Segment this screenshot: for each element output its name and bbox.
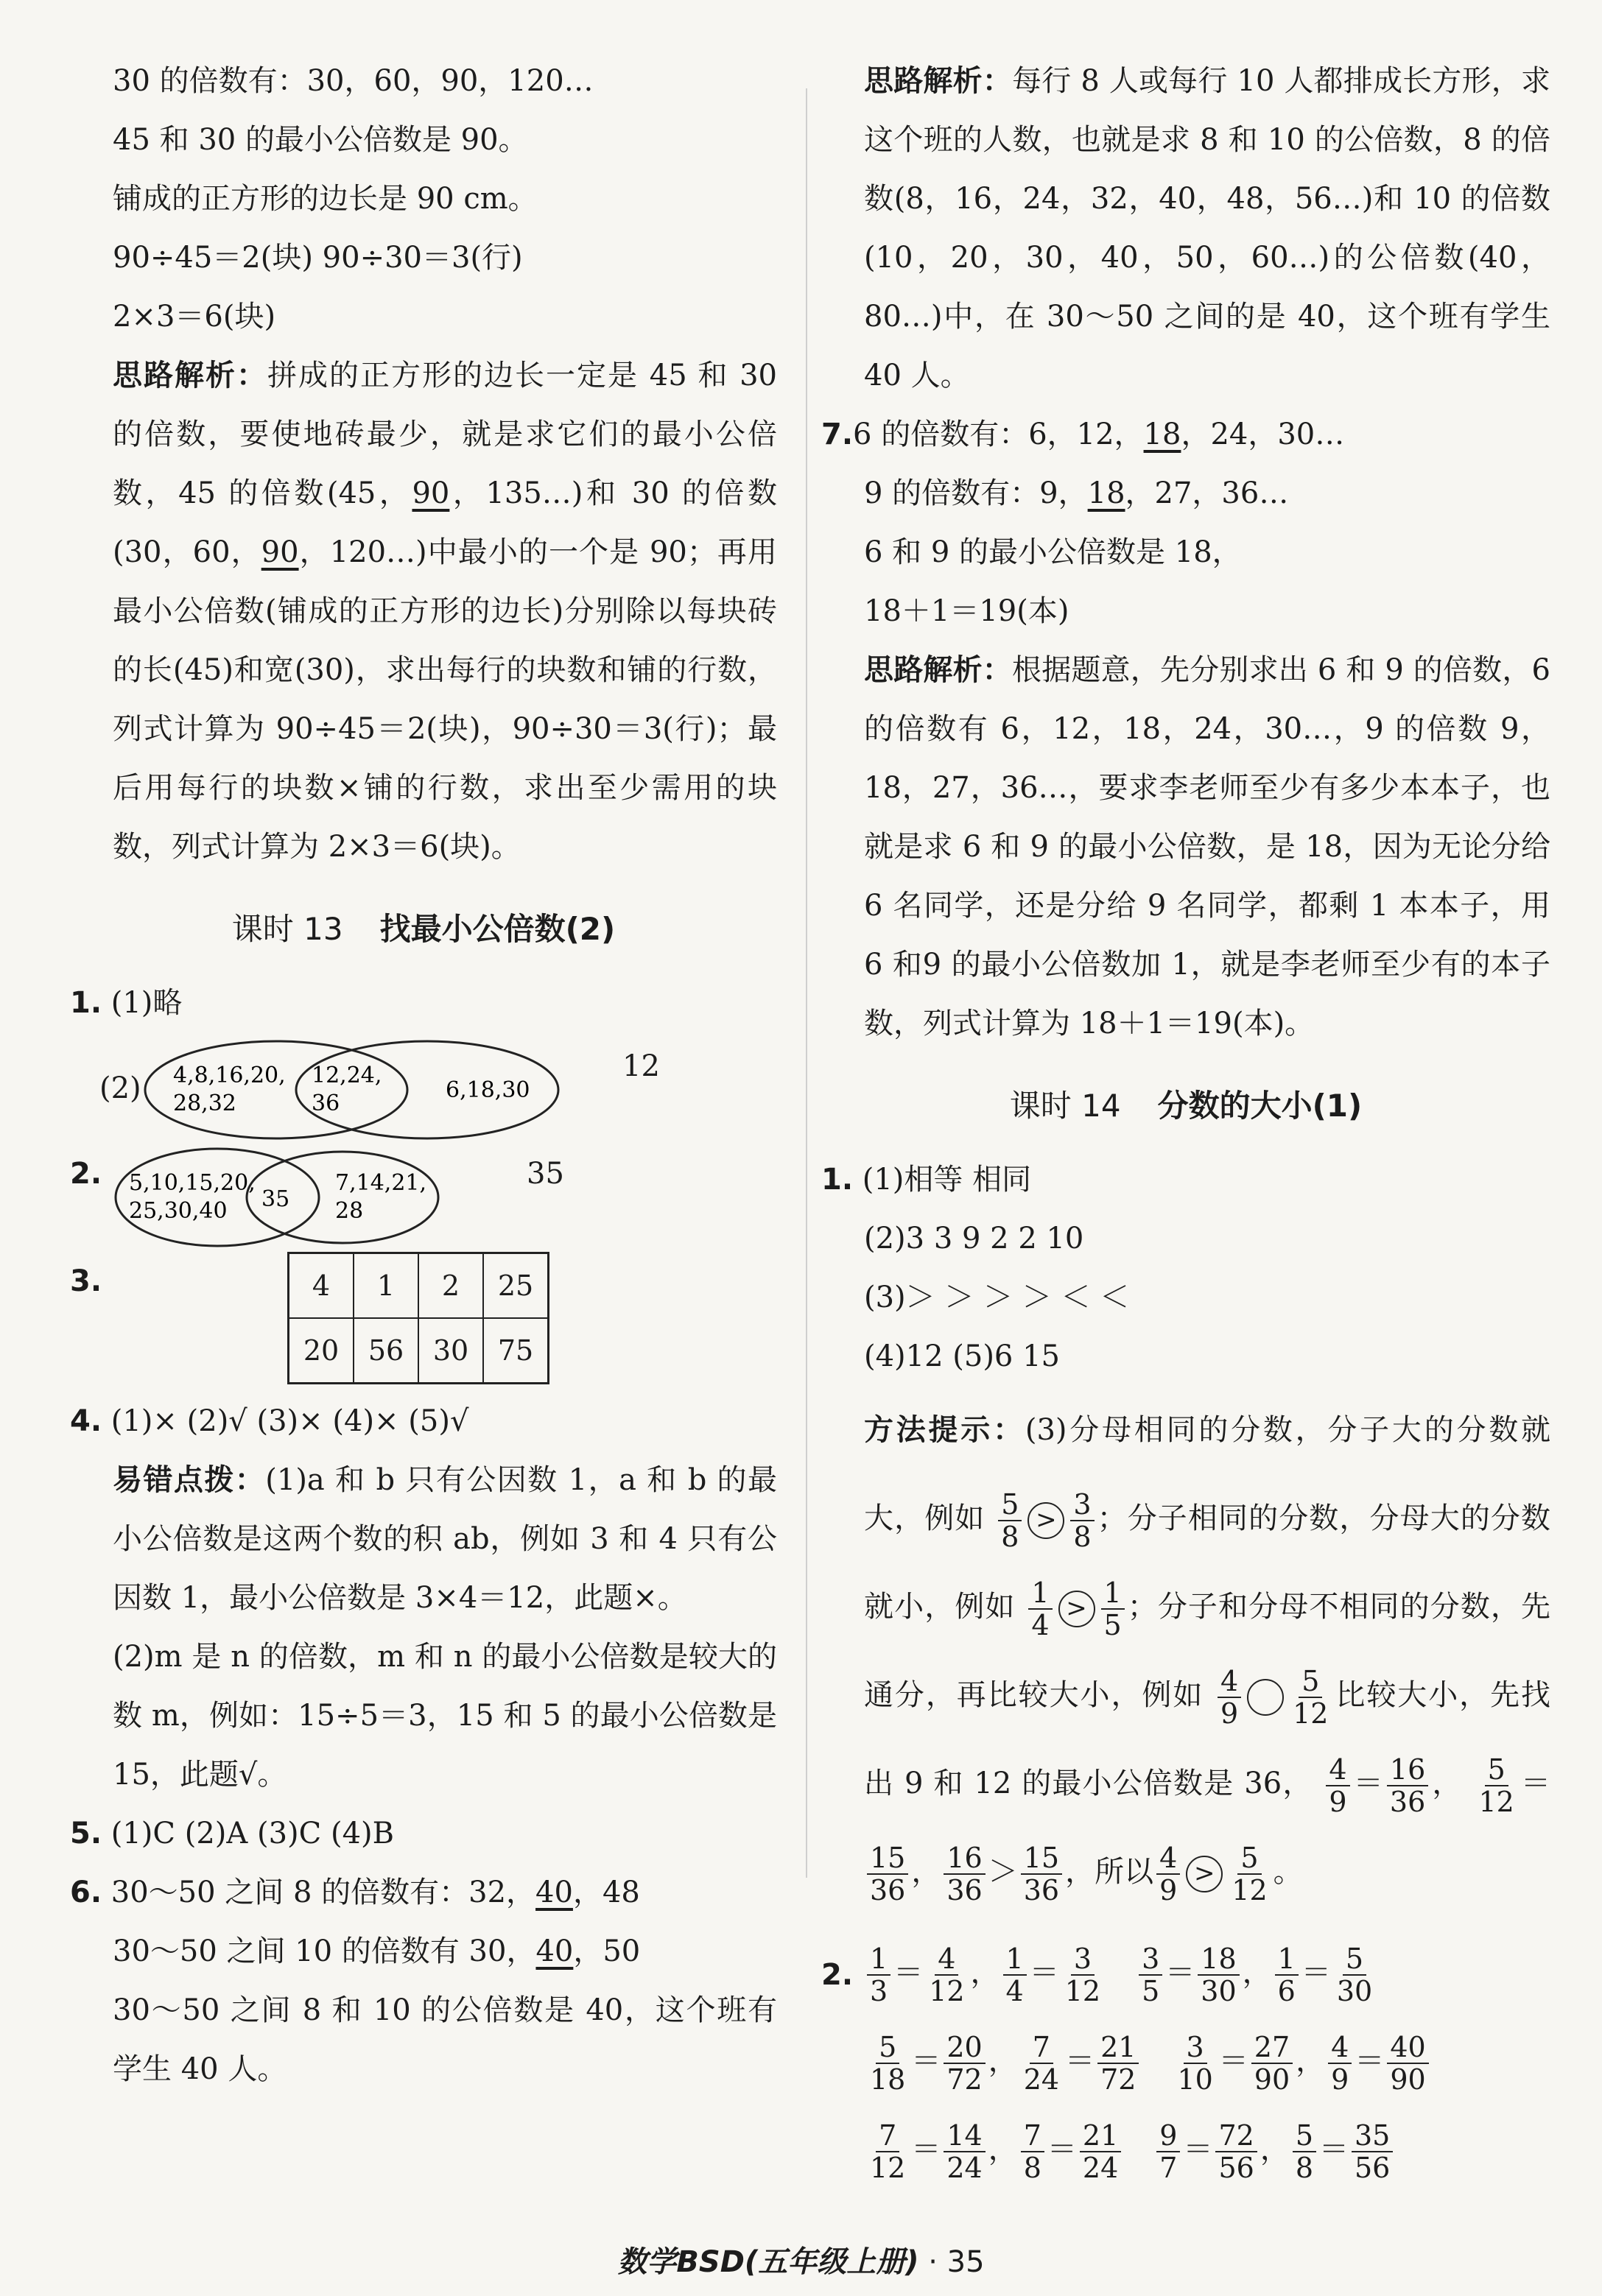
answer-text: (1)C (2)A (3)C (4)B <box>110 1817 395 1850</box>
left-column <box>70 52 777 2099</box>
compare-circle <box>1247 1679 1284 1716</box>
error-tip-label: 易错点拨： <box>113 1463 266 1497</box>
fraction: $\frac{5}{18}$ <box>870 2031 906 2096</box>
question-6 <box>70 1863 777 1922</box>
venn-text: 36 <box>312 1091 340 1116</box>
venn-answer: 35 <box>527 1157 564 1191</box>
venn-text: 6,18,30 <box>446 1077 530 1103</box>
table-cell: 20 <box>289 1318 354 1384</box>
method-text: (3)分母相同的分数，分子大的分数就大，例如 <box>864 1413 1550 1535</box>
answer-text: 9 的倍数有：9， <box>864 476 1088 510</box>
method-text: ；分子相同的分数，分母大的分数就小，例如 <box>864 1501 1551 1624</box>
fraction: $\frac{7}{8}$ <box>1021 2120 1044 2183</box>
fraction: $\frac{5}{8}$ <box>1293 2120 1316 2183</box>
table-cell: 1 <box>354 1253 418 1319</box>
venn-left-ellipse <box>145 1041 407 1138</box>
answer-text: ，24，30… <box>1181 418 1345 451</box>
fraction: $\frac{9}{7}$ <box>1156 2120 1180 2183</box>
table-cell: 75 <box>483 1318 549 1384</box>
answer-text: 30～50 之间 8 的倍数有：32， <box>110 1876 536 1909</box>
question-number: 4. <box>70 1404 102 1438</box>
question-7 <box>821 405 1550 464</box>
analysis-paragraph <box>70 346 777 876</box>
text-line: 30 的倍数有：30，60，90，120… <box>113 64 594 98</box>
fraction: $\frac{40}{90}$ <box>1387 2032 1428 2095</box>
fraction: $\frac{5}{30}$ <box>1336 1943 1373 2007</box>
venn-text: 4,8,16,20, <box>173 1063 286 1088</box>
fraction: $\frac{1}{4}$ <box>1003 1943 1027 2007</box>
analysis-text: ，135…)和 30 的倍数(30，60， <box>113 476 777 569</box>
fraction-row: 2. $\frac{1}{3}$ ＝ $\frac{4}{12}$ ， $\frac{1}{4}$ ＝ $\frac{3}{12}$ $\frac{3}{5}$ ＝ $\frac{18}{30}$ ， $\frac{1}{6}$ ＝ $\frac{5}{30}$ <box>821 1931 1550 2019</box>
analysis-label: 思路解析： <box>864 653 1012 687</box>
answer-text: ，27，36… <box>1125 476 1289 510</box>
heading-title: 找最小公倍数(2) <box>379 911 616 947</box>
venn-svg <box>114 1144 497 1247</box>
text-line: (2)3 3 9 2 2 10 <box>864 1222 1084 1256</box>
page-footer <box>0 2239 1602 2281</box>
fraction: $\frac{21}{24}$ <box>1080 2120 1121 2183</box>
answer-table <box>287 1252 549 1384</box>
fraction: $\frac{16}{36}$ <box>944 1842 985 1906</box>
venn-text: 28,32 <box>173 1091 236 1116</box>
text-line <box>70 1922 777 1981</box>
answer-text: ，48 <box>572 1876 640 1909</box>
text-line: 铺成的正方形的边长是 90 cm。 <box>113 182 538 216</box>
fraction: $\frac{5}{8}$ <box>998 1489 1022 1552</box>
analysis-label: 思路解析： <box>113 359 268 392</box>
error-tip-2: (2)m 是 n 的倍数，m 和 n 的最小公倍数是较大的数 m，例如：15÷5＝3，15 和 5 的最小公倍数是 15，此题√。 <box>113 1640 777 1792</box>
question-5 <box>70 1804 777 1863</box>
fraction: $\frac{1}{6}$ <box>1275 1943 1299 2007</box>
venn-text: 5,10,15,20, <box>129 1170 256 1196</box>
fraction: $\frac{35}{56}$ <box>1352 2120 1393 2183</box>
fraction: $\frac{5}{12}$ <box>1232 1842 1268 1906</box>
analysis-text: 拼成的正方形的边长一定是 45 和 30 的倍数，要使地砖最少，就是求它们的最小公倍数，45 的倍数(45， <box>113 359 777 510</box>
section-heading <box>821 1077 1550 1135</box>
method-text: 所以 <box>1095 1855 1154 1889</box>
fraction: $\frac{1}{5}$ <box>1101 1577 1125 1641</box>
fraction: $\frac{7}{12}$ <box>870 2119 906 2184</box>
analysis-text: 每行 8 人或每行 10 人都排成长方形，求这个班的人数，也就是求 8 和 10 的公倍数，8 的倍数(8，16，24，32，40，48，56…)和 10 的倍数(10，20，30，40，50，60…)的公倍数(40，80…)中，在 30～50 之间的是 40，这个班有学生 40 人。 <box>864 64 1550 392</box>
answer-text: 6 的倍数有：6，12， <box>853 418 1144 451</box>
method-label: 方法提示： <box>864 1413 1025 1447</box>
fraction: $\frac{21}{72}$ <box>1097 2032 1139 2095</box>
venn-text: 28 <box>335 1198 364 1224</box>
analysis-label: 思路解析： <box>864 64 1013 98</box>
footer-dot: · <box>928 2245 938 2279</box>
question-number: 2. <box>821 1958 854 1992</box>
fraction: $\frac{4}{12}$ <box>929 1943 965 2007</box>
text-line: 6 和 9 的最小公倍数是 18， <box>864 535 1242 569</box>
venn-text: 35 <box>261 1186 290 1212</box>
fraction: $\frac{4}{9}$ <box>1328 2032 1352 2095</box>
underlined-number: 40 <box>535 1876 573 1909</box>
venn-diagram-1 <box>70 1037 777 1140</box>
venn-text: 25,30,40 <box>129 1198 228 1224</box>
sub-label: (2) <box>99 1071 141 1105</box>
venn-diagram-2 <box>70 1144 777 1247</box>
fraction: $\frac{3}{8}$ <box>1070 1489 1094 1552</box>
underlined-number: 40 <box>535 1934 574 1968</box>
text-line: 45 和 30 的最小公倍数是 90。 <box>113 123 528 157</box>
question-1 <box>70 973 777 1032</box>
text-line: (3)＞ ＞ ＞ ＞ ＜ ＜ <box>864 1281 1130 1314</box>
fraction: $\frac{18}{30}$ <box>1198 1943 1239 2007</box>
question-number: 7. <box>821 418 854 451</box>
question-number: 2. <box>70 1157 102 1191</box>
fraction: $\frac{3}{5}$ <box>1139 1943 1162 2007</box>
table-cell: 25 <box>483 1253 549 1319</box>
question-number: 6. <box>70 1876 102 1909</box>
page-number: 35 <box>946 2245 985 2279</box>
error-tip-text: (1)a 和 b 只有公因数 1，a 和 b 的最小公倍数是这两个数的积 ab，例如 3 和 4 只有公因数 1，最小公倍数是 3×4＝12，此题×。 <box>113 1463 777 1615</box>
fraction: $\frac{20}{72}$ <box>944 2032 985 2095</box>
table-row <box>289 1318 549 1384</box>
method-text: ；分子和分母不相同的分数，先通分，再比较大小，例如 <box>864 1590 1551 1712</box>
fraction: $\frac{4}{9}$ <box>1218 1666 1241 1729</box>
table-cell: 4 <box>289 1253 354 1319</box>
venn-answer: 12 <box>622 1049 660 1083</box>
fraction: $\frac{3}{12}$ <box>1064 1943 1101 2007</box>
table-cell: 2 <box>418 1253 483 1319</box>
section-heading <box>70 900 777 959</box>
underlined-number: 18 <box>1143 418 1181 451</box>
fraction: $\frac{16}{36}$ <box>1387 1754 1428 1817</box>
question-4 <box>70 1392 777 1451</box>
right-column <box>821 52 1550 2196</box>
venn-text: 7,14,21, <box>335 1170 427 1196</box>
fraction-row: $\frac{7}{12}$ ＝ $\frac{14}{24}$ ， $\frac{7}{8}$ ＝ $\frac{21}{24}$ $\frac{9}{7}$ ＝ $\frac{72}{56}$ ， $\frac{5}{8}$ ＝ $\frac{35}{56}$ <box>821 2107 1550 2196</box>
heading-number: 课时 13 <box>231 911 343 947</box>
answer-text: 30～50 之间 10 的倍数有 30， <box>113 1934 536 1968</box>
fraction: $\frac{5}{12}$ <box>1293 1665 1329 1730</box>
fraction: $\frac{4}{9}$ <box>1326 1754 1349 1817</box>
column-divider <box>806 88 807 1878</box>
answer-text: (1)略 <box>110 986 183 1020</box>
table-row <box>289 1253 549 1319</box>
fraction: $\frac{1}{4}$ <box>1028 1577 1052 1641</box>
fraction: $\frac{1}{3}$ <box>867 1943 890 2007</box>
section-1-answer <box>821 1150 1550 1209</box>
fraction-row: $\frac{5}{18}$ ＝ $\frac{20}{72}$ ， $\frac{7}{24}$ ＝ $\frac{21}{72}$ $\frac{3}{10}$ ＝ $\frac{27}{90}$ ， $\frac{4}{9}$ ＝ $\frac{40}{90}$ <box>821 2019 1550 2107</box>
fraction: $\frac{72}{56}$ <box>1215 2120 1257 2183</box>
question-number: 5. <box>70 1817 102 1850</box>
answer-paragraph: 30～50 之间 8 和 10 的公倍数是 40，这个班有学生 40 人。 <box>113 1993 777 2086</box>
question-number: 1. <box>70 986 102 1020</box>
underlined-number: 18 <box>1087 476 1125 510</box>
text-line: (4)12 (5)6 15 <box>864 1339 1060 1373</box>
text-line: 18＋1＝19(本) <box>864 594 1069 628</box>
answer-text: (1)× (2)√ (3)× (4)× (5)√ <box>110 1404 469 1438</box>
text-line <box>821 464 1550 523</box>
analysis-paragraph <box>821 641 1550 1053</box>
venn-text: 12,24, <box>312 1063 382 1088</box>
table-cell: 56 <box>354 1318 418 1384</box>
error-tip-1 <box>70 1451 777 1627</box>
underlined-number: 90 <box>412 476 450 510</box>
fraction: $\frac{3}{10}$ <box>1177 2031 1213 2096</box>
answer-text: (1)相等 相同 <box>862 1163 1032 1197</box>
fraction: $\frac{4}{9}$ <box>1156 1842 1180 1906</box>
heading-number: 课时 14 <box>1009 1088 1121 1124</box>
fraction: $\frac{14}{24}$ <box>944 2120 985 2183</box>
fraction: $\frac{5}{12}$ <box>1478 1753 1514 1818</box>
fraction: $\frac{27}{90}$ <box>1251 2032 1293 2095</box>
text-line: 90÷45＝2(块) 90÷30＝3(行) <box>113 241 523 275</box>
compare-circle: > <box>1027 1502 1064 1539</box>
underlined-number: 90 <box>261 535 299 569</box>
question-3: 3. 4 1 2 25 20 56 30 75 <box>70 1252 777 1384</box>
heading-title: 分数的大小(1) <box>1157 1088 1363 1124</box>
analysis-paragraph <box>821 52 1550 405</box>
compare-circle: > <box>1186 1856 1223 1892</box>
method-text: 比较大小，先找出 9 和 12 的最小公倍数是 36， <box>864 1678 1551 1800</box>
venn-svg <box>144 1037 600 1140</box>
compare-circle: > <box>1058 1591 1095 1627</box>
analysis-text: ，120…)中最小的一个是 90；再用最小公倍数(铺成的正方形的边长)分别除以每块砖的长(45)和宽(30)，求出每行的块数和铺的行数，列式计算为 90÷45＝2(块)，90÷30＝3(行)；最后用每行的块数×铺的行数，求出至少需用的块数，列式计算为 2×3＝6(块)。 <box>113 535 777 864</box>
method-tip: 方法提示：(3)分母相同的分数，分子大的分数就大，例如 $\frac{5}{8}$ > $\frac{3}{8}$ ；分子相同的分数，分母大的分数就小，例如 $\frac{1}{4}$ > $\frac{1}{5}$ ；分子和分母不相同的分数，先通分，再比较大小，例如 $\frac{4}{9}$ $\frac{5}{12}$ 比较大小，先找出 9 和 12 的最小公倍数是 36， $\frac{4}{9}$ ＝ $\frac{16}{36}$ ， $\frac{5}{12}$ ＝ $\frac{15}{36}$ ， $\frac{16}{36}$ ＞ $\frac{15}{36}$ ，所以 $\frac{4}{9}$ > $\frac{5}{12}$ 。 <box>864 1413 1551 1906</box>
fraction: $\frac{15}{36}$ <box>867 1842 908 1906</box>
table-cell: 30 <box>418 1318 483 1384</box>
answer-text: ，50 <box>573 1934 641 1968</box>
fraction: $\frac{7}{24}$ <box>1023 2031 1060 2096</box>
footer-subject: 数学BSD(五年级上册) <box>617 2245 919 2279</box>
text-line: 2×3＝6(块) <box>113 300 276 334</box>
analysis-text: 根据题意，先分别求出 6 和 9 的倍数，6 的倍数有 6，12，18，24，30…，9 的倍数 9，18，27，36…，要求李老师至少有多少本本子，也就是求 6 和 9 的最小公倍数，是 18，因为无论分给 6 名同学，还是分给 9 名同学，都剩 1 本本子，用 6 和9 的最小公倍数加 1，就是李老师至少有的本子数，列式计算为 18＋1＝19(本)。 <box>864 653 1550 1040</box>
fraction: $\frac{15}{36}$ <box>1021 1842 1062 1906</box>
question-number: 1. <box>821 1163 854 1197</box>
